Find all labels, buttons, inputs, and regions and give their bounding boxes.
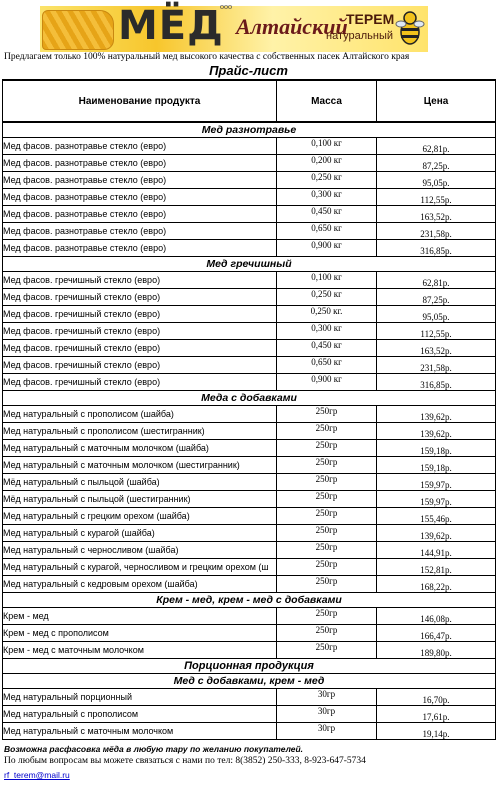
- section-title: Крем - мед, крем - мед с добавками: [3, 593, 496, 608]
- product-price: 19,14р.: [377, 723, 496, 740]
- product-price: 316,85р.: [377, 240, 496, 257]
- product-name: Мёд натуральный с пыльцой (шайба): [3, 474, 277, 491]
- table-row: [3, 525, 496, 542]
- product-name: Мед фасов. гречишный стекло (евро): [3, 272, 277, 289]
- product-name: Мед фасов. разнотравье стекло (евро): [3, 240, 277, 257]
- product-mass: 30гр: [277, 689, 377, 706]
- product-price: 159,97р.: [377, 491, 496, 508]
- product-name: Мед натуральный с грецким орехом (шайба): [3, 508, 277, 525]
- product-name: Крем - мед с прополисом: [3, 625, 277, 642]
- product-mass: 250гр: [277, 525, 377, 542]
- table-row: [3, 423, 496, 440]
- product-mass: 250гр: [277, 559, 377, 576]
- product-mass: 250гр: [277, 423, 377, 440]
- table-row: [3, 240, 496, 257]
- product-price: 139,62р.: [377, 525, 496, 542]
- section-title: Мед с добавками, крем - мед: [3, 674, 496, 689]
- product-name: Мед фасов. разнотравье стекло (евро): [3, 189, 277, 206]
- section-title: Мед гречишный: [3, 257, 496, 272]
- product-mass: 0,900 кг: [277, 374, 377, 391]
- section-title: Меда с добавками: [3, 391, 496, 406]
- product-price: 95,05р.: [377, 306, 496, 323]
- product-price: 231,58р.: [377, 357, 496, 374]
- section-title: Мед разнотравье: [3, 122, 496, 138]
- product-name: Мед фасов. гречишный стекло (евро): [3, 340, 277, 357]
- product-mass: 0,200 кг: [277, 155, 377, 172]
- section-header-row: [3, 257, 496, 272]
- product-name: Крем - мед: [3, 608, 277, 625]
- section-header-row: [3, 659, 496, 674]
- logo-altai-text: Алтайский: [236, 14, 348, 39]
- product-name: Мед натуральный порционный: [3, 689, 277, 706]
- table-row: [3, 272, 496, 289]
- product-mass: 250гр: [277, 642, 377, 659]
- table-row: [3, 306, 496, 323]
- table-row: [3, 155, 496, 172]
- product-mass: 0,650 кг: [277, 357, 377, 374]
- product-price: 168,22р.: [377, 576, 496, 593]
- product-price: 166,47р.: [377, 625, 496, 642]
- product-mass: 250гр: [277, 457, 377, 474]
- table-row: [3, 576, 496, 593]
- product-mass: 250гр: [277, 406, 377, 423]
- product-price: 62,81р.: [377, 138, 496, 155]
- product-name: Мед фасов. гречишный стекло (евро): [3, 306, 277, 323]
- product-mass: 30гр: [277, 723, 377, 740]
- table-row: [3, 542, 496, 559]
- product-name: Мед фасов. гречишный стекло (евро): [3, 323, 277, 340]
- product-mass: 30гр: [277, 706, 377, 723]
- table-row: [3, 138, 496, 155]
- table-row: [3, 608, 496, 625]
- table-row: [3, 223, 496, 240]
- product-price: 144,91р.: [377, 542, 496, 559]
- product-price: 62,81р.: [377, 272, 496, 289]
- product-name: Мед фасов. разнотравье стекло (евро): [3, 155, 277, 172]
- product-mass: 250гр: [277, 491, 377, 508]
- product-price: 159,18р.: [377, 440, 496, 457]
- product-name: Мед фасов. разнотравье стекло (евро): [3, 223, 277, 240]
- packaging-note: Возможна расфасовка мёда в любую тару по желанию покупателей.: [4, 744, 304, 754]
- logo-dots: ооо: [220, 2, 232, 11]
- table-row: [3, 323, 496, 340]
- product-name: Мед натуральный с курагой, черносливом и грецким орехом (ш: [3, 559, 277, 576]
- product-price: 163,52р.: [377, 340, 496, 357]
- product-name: Мед натуральный с маточным молочком (шестигранник): [3, 457, 277, 474]
- product-price: 17,61р.: [377, 706, 496, 723]
- logo-natural-text: натуральный: [326, 30, 393, 42]
- price-table: [2, 79, 496, 740]
- header-name: Наименование продукта: [3, 80, 277, 122]
- product-name: Мёд натуральный с пыльцой (шестигранник): [3, 491, 277, 508]
- header-mass: Масса: [277, 80, 377, 122]
- product-mass: 250гр: [277, 608, 377, 625]
- logo-med-text: МЁД: [118, 3, 224, 49]
- product-name: Мед натуральный с черносливом (шайба): [3, 542, 277, 559]
- table-row: [3, 357, 496, 374]
- bee-icon: [395, 8, 425, 54]
- table-row: [3, 723, 496, 740]
- product-price: 159,18р.: [377, 457, 496, 474]
- product-mass: 0,650 кг: [277, 223, 377, 240]
- product-name: Мед фасов. гречишный стекло (евро): [3, 289, 277, 306]
- logo-terem-text: ТЕРЕМ: [346, 11, 395, 27]
- table-row: [3, 625, 496, 642]
- table-row: [3, 642, 496, 659]
- product-price: 87,25р.: [377, 155, 496, 172]
- section-header-row: [3, 674, 496, 689]
- product-price: 316,85р.: [377, 374, 496, 391]
- product-price: 231,58р.: [377, 223, 496, 240]
- product-mass: 0,450 кг: [277, 340, 377, 357]
- product-mass: 0,300 кг: [277, 323, 377, 340]
- section-header-row: [3, 593, 496, 608]
- product-name: Мед натуральный с прополисом: [3, 706, 277, 723]
- email-link[interactable]: rf_terem@mail.ru: [4, 770, 70, 780]
- table-body: [3, 122, 496, 740]
- section-title: Порционная продукция: [3, 659, 496, 674]
- product-price: 155,46р.: [377, 508, 496, 525]
- product-name: Мед натуральный с кедровым орехом (шайба): [3, 576, 277, 593]
- table-row: [3, 206, 496, 223]
- product-mass: 250гр: [277, 625, 377, 642]
- brand-logo-banner: [40, 2, 428, 52]
- product-price: 139,62р.: [377, 406, 496, 423]
- section-header-row: [3, 122, 496, 138]
- product-price: 139,62р.: [377, 423, 496, 440]
- table-row: [3, 189, 496, 206]
- product-mass: 250гр: [277, 576, 377, 593]
- product-name: Мед фасов. разнотравье стекло (евро): [3, 172, 277, 189]
- section-header-row: [3, 391, 496, 406]
- product-price: 112,55р.: [377, 189, 496, 206]
- product-name: Мед фасов. разнотравье стекло (евро): [3, 206, 277, 223]
- table-row: [3, 172, 496, 189]
- table-row: [3, 689, 496, 706]
- product-price: 189,80р.: [377, 642, 496, 659]
- product-mass: 0,250 кг.: [277, 306, 377, 323]
- table-row: [3, 406, 496, 423]
- intro-text: Предлагаем только 100% натуральный мед высокого качества с собственных пасек Алтайского края: [4, 52, 410, 62]
- product-mass: 0,250 кг: [277, 289, 377, 306]
- product-price: 112,55р.: [377, 323, 496, 340]
- product-mass: 0,300 кг: [277, 189, 377, 206]
- table-row: [3, 289, 496, 306]
- product-mass: 250гр: [277, 542, 377, 559]
- header-price: Цена: [377, 80, 496, 122]
- product-price: 163,52р.: [377, 206, 496, 223]
- product-mass: 0,250 кг: [277, 172, 377, 189]
- table-row: [3, 374, 496, 391]
- table-row: [3, 474, 496, 491]
- table-row: [3, 440, 496, 457]
- table-row: [3, 508, 496, 525]
- product-price: 87,25р.: [377, 289, 496, 306]
- contact-text: По любым вопросам вы можете связаться с нами по тел: 8(3852) 250-333, 8-923-647-5734: [4, 756, 366, 766]
- table-row: [3, 457, 496, 474]
- table-row: [3, 706, 496, 723]
- product-mass: 250гр: [277, 474, 377, 491]
- product-name: Мед натуральный с курагой (шайба): [3, 525, 277, 542]
- product-mass: 250гр: [277, 440, 377, 457]
- product-name: Мед натуральный с маточным молочком (шайба): [3, 440, 277, 457]
- table-row: [3, 340, 496, 357]
- product-mass: 0,100 кг: [277, 272, 377, 289]
- product-name: Мед фасов. гречишный стекло (евро): [3, 357, 277, 374]
- product-mass: 0,450 кг: [277, 206, 377, 223]
- product-name: Мед натуральный с маточным молочком: [3, 723, 277, 740]
- product-price: 95,05р.: [377, 172, 496, 189]
- product-mass: 250гр: [277, 508, 377, 525]
- table-row: [3, 491, 496, 508]
- product-mass: 0,100 кг: [277, 138, 377, 155]
- product-price: 152,81р.: [377, 559, 496, 576]
- table-header-row: [3, 80, 496, 122]
- page-title: Прайс-лист: [209, 63, 288, 78]
- product-mass: 0,900 кг: [277, 240, 377, 257]
- product-name: Мед фасов. гречишный стекло (евро): [3, 374, 277, 391]
- product-name: Крем - мед с маточным молочком: [3, 642, 277, 659]
- product-price: 146,08р.: [377, 608, 496, 625]
- honeycomb-image: [42, 10, 114, 50]
- product-price: 159,97р.: [377, 474, 496, 491]
- product-name: Мед фасов. разнотравье стекло (евро): [3, 138, 277, 155]
- product-price: 16,70р.: [377, 689, 496, 706]
- product-name: Мед натуральный с прополисом (шайба): [3, 406, 277, 423]
- table-row: [3, 559, 496, 576]
- product-name: Мед натуральный с прополисом (шестигранник): [3, 423, 277, 440]
